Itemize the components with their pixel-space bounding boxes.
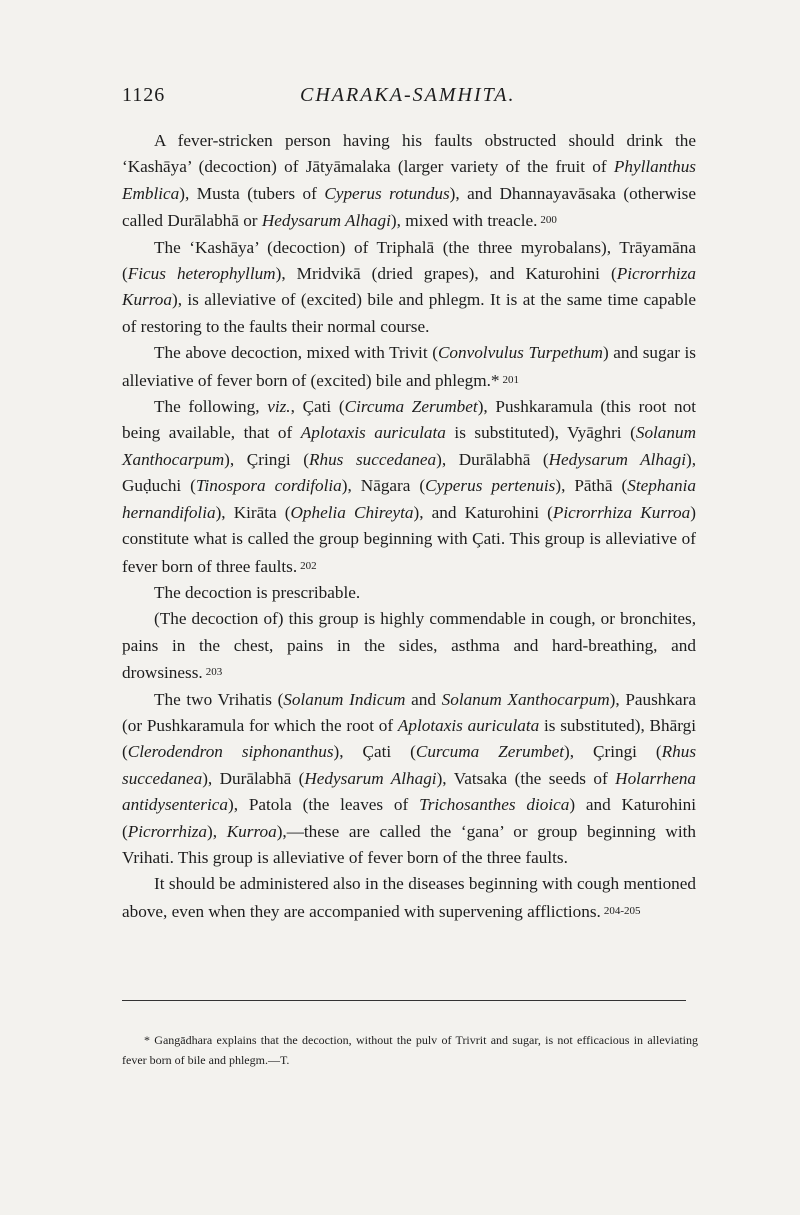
italic-term: Curcuma Zerumbet xyxy=(415,742,565,762)
text-run: ) and sugar is alleviative of fever born of (excited) bile and phlegm.* xyxy=(122,343,697,390)
text-run: The above decoction, mixed with Trivit ( xyxy=(154,343,438,363)
italic-term: Convolvulus Turpethum xyxy=(437,343,603,363)
paragraph xyxy=(122,128,696,235)
italic-term: Hedysarum Alhagi xyxy=(548,449,686,469)
paragraph xyxy=(122,340,696,394)
verse-reference: 203 xyxy=(205,666,223,679)
italic-term: Stephania hernandifolia xyxy=(122,476,696,522)
paragraph xyxy=(122,687,696,872)
text-run: The two Vrihatis ( xyxy=(154,689,284,709)
text-run: ), Çringi ( xyxy=(224,449,309,469)
footnote-divider xyxy=(122,1000,686,1001)
text-run: ), Pāthā ( xyxy=(555,476,628,496)
italic-term: Kurroa xyxy=(226,821,277,841)
text-run: ), Musta (tubers of xyxy=(179,183,325,203)
text-run: ) constitute what is called the group beginning with Çati. This group is alleviative of fever born of three faults. xyxy=(122,502,696,576)
text-run: ), Çati ( xyxy=(333,742,416,762)
text-run: , Çati ( xyxy=(290,397,345,417)
text-run: ), Durālabhā ( xyxy=(436,449,549,469)
paragraph xyxy=(122,235,696,341)
text-run: ), Pushkaramula (this root not being available, that of xyxy=(122,397,696,443)
italic-term: Picrorrhiza Kurroa xyxy=(552,502,691,522)
text-run: ), Durālabhā ( xyxy=(202,768,305,788)
italic-term: Solanum Xanthocarpum xyxy=(122,423,696,469)
text-run: A fever-stricken person having his faults obstructed should drink the ‘Kashāya’ (decoction) of Jātyāmalaka (larger variety of the fruit of xyxy=(122,131,696,177)
italic-term: Solanum Xanthocarpum xyxy=(441,689,610,709)
running-title: CHARAKA-SAMHITA. xyxy=(300,84,516,106)
text-run: ), Paushkara (or Pushkaramula for which the root of xyxy=(122,689,696,735)
paragraph xyxy=(122,871,696,925)
text-run: (The decoction of) this group is highly commendable in cough, or bronchites, pains in the chest, pains in the sides, asthma and hard-breathing, and drowsiness. xyxy=(122,609,696,683)
text-run: ), Nāgara ( xyxy=(341,476,426,496)
italic-term: Picrorrhiza xyxy=(127,821,207,841)
text-run: and xyxy=(405,689,442,709)
text-run: ) and Katurohini ( xyxy=(122,795,696,841)
italic-term: Clerodendron siphonanthus xyxy=(127,742,334,762)
italic-term: Rhus succedanea xyxy=(309,449,437,469)
text-run: ), is alleviative of (excited) bile and phlegm. It is at the same time capable of restoring to the faults their normal course. xyxy=(122,290,696,336)
text-run: ), Patola (the leaves of xyxy=(227,795,420,815)
italic-term: Rhus succedanea xyxy=(122,742,697,788)
text-run: ), xyxy=(207,821,227,841)
italic-term: Trichosanthes dioica xyxy=(419,795,570,815)
italic-term: Hedysarum Alhagi xyxy=(304,768,437,788)
text-run: ), mixed with treacle. xyxy=(390,211,538,231)
paragraph xyxy=(122,580,696,606)
verse-reference: 200 xyxy=(540,214,557,227)
paragraph xyxy=(122,606,696,686)
text-run: ), and Katurohini ( xyxy=(413,502,553,522)
paragraph xyxy=(122,394,696,580)
text-run: ), Vatsaka (the seeds of xyxy=(436,768,616,788)
text-run: ), Guḍuchi ( xyxy=(122,449,696,496)
text-run: The following, xyxy=(154,397,268,417)
text-run: ), Mridvikā (dried grapes), and Katurohini ( xyxy=(275,264,617,284)
verse-reference: 201 xyxy=(502,373,519,386)
italic-term: viz. xyxy=(267,397,291,417)
italic-term: Ophelia Chireyta xyxy=(290,502,414,522)
italic-term: Solanum Indicum xyxy=(283,689,406,709)
text-run: ),—these are called the ‘gana’ or group beginning with Vrihati. This group is alleviative of fever born of the three faults. xyxy=(122,821,696,867)
body-text xyxy=(122,128,696,925)
verse-reference: 204-205 xyxy=(603,904,641,917)
footnote: * Gangādhara explains that the decoction, without the pulv of Trivrit and sugar, is not efficacious in alleviating fever born of bile and phlegm.—T. xyxy=(122,1033,698,1067)
italic-term: Hedysarum Alhagi xyxy=(261,211,391,231)
italic-term: Phyllanthus Emblica xyxy=(122,157,696,203)
text-run: is substituted), Vyāghri ( xyxy=(445,423,636,443)
text-run: The decoction is prescribable. xyxy=(154,582,361,602)
page-header xyxy=(122,84,682,114)
italic-term: Cyperus rotundus xyxy=(324,183,450,203)
text-run: It should be administered also in the diseases beginning with cough mentioned above, even when they are accompanied with supervening afflictions. xyxy=(122,874,696,921)
text-run: ), Çringi ( xyxy=(564,742,662,762)
page-number: 1126 xyxy=(122,84,166,106)
italic-term: Picrorrhiza Kurroa xyxy=(122,264,696,310)
italic-term: Circuma Zerumbet xyxy=(344,397,478,417)
text-run: ), Kirāta ( xyxy=(215,502,291,522)
italic-term: Tinospora cordifolia xyxy=(195,476,342,496)
text-run: ), and Dhannayavāsaka (otherwise called Durālabhā or xyxy=(122,183,696,231)
italic-term: Aplotaxis auriculata xyxy=(300,423,446,443)
text-run: The ‘Kashāya’ (decoction) of Triphalā (the three myrobalans), Trāyamāna ( xyxy=(122,237,696,284)
italic-term: Cyperus pertenuis xyxy=(425,476,556,496)
text-run: is substituted), Bhārgi ( xyxy=(122,715,696,762)
italic-term: Holarrhena antidysenterica xyxy=(122,768,697,815)
verse-reference: 202 xyxy=(300,559,317,572)
italic-term: Ficus heterophyllum xyxy=(127,264,276,284)
italic-term: Aplotaxis auriculata xyxy=(397,715,540,735)
